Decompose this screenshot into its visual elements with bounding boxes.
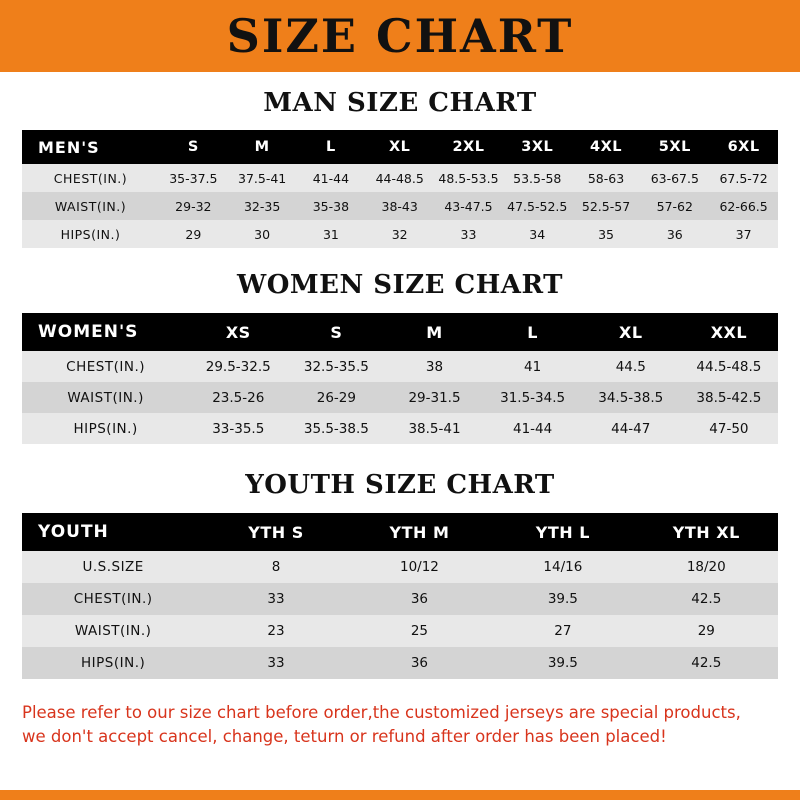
column-header: XL <box>365 130 434 164</box>
row-header: WAIST(IN.) <box>54 198 127 214</box>
table-cell: 44.5-48.5 <box>696 358 762 375</box>
table-cell: 29-32 <box>175 198 212 214</box>
table-row <box>22 382 778 413</box>
table-cell: 38.5-42.5 <box>696 389 762 406</box>
table-cell: 34 <box>529 226 546 242</box>
table-cell: 57-62 <box>656 198 693 214</box>
table-row <box>22 351 778 382</box>
table-cell: 35 <box>598 226 614 242</box>
table-cell: 36 <box>410 591 429 607</box>
column-header: YTH XL <box>635 513 778 551</box>
column-header: 4XL <box>572 130 641 164</box>
table-cell: 39.5 <box>547 591 578 607</box>
table-row <box>22 192 778 220</box>
table-cell: 14/16 <box>543 559 583 575</box>
column-header: S <box>159 130 228 164</box>
table-cell: 29 <box>697 623 715 639</box>
table-row <box>22 220 778 248</box>
table-cell: 25 <box>410 623 429 639</box>
column-header: M <box>385 313 483 351</box>
table-cell: 33 <box>267 591 285 607</box>
column-header: L <box>297 130 366 164</box>
column-header: XXL <box>680 313 778 351</box>
table-cell: 63-67.5 <box>650 170 699 186</box>
table-cell: 43-47.5 <box>444 198 493 214</box>
table-cell: 32 <box>391 226 408 242</box>
row-header: HIPS(IN.) <box>73 420 138 437</box>
table-cell: 38 <box>425 358 444 375</box>
row-header: WAIST(IN.) <box>67 389 144 406</box>
women-corner-header: WOMEN'S <box>22 313 189 351</box>
header-banner <box>0 0 800 72</box>
table-cell: 33-35.5 <box>212 420 265 437</box>
table-cell: 33 <box>460 226 477 242</box>
page-title: SIZE CHART <box>226 9 574 63</box>
youth-section <box>0 470 800 679</box>
table-cell: 38.5-41 <box>408 420 461 437</box>
footer-note <box>22 701 778 749</box>
table-cell: 38-43 <box>381 198 418 214</box>
table-cell: 37 <box>735 226 752 242</box>
row-header: CHEST(IN.) <box>73 591 153 607</box>
table-cell: 23.5-26 <box>212 389 265 406</box>
row-header: CHEST(IN.) <box>66 358 145 375</box>
table-cell: 53.5-58 <box>513 170 562 186</box>
table-cell: 29 <box>185 226 202 242</box>
column-header: L <box>484 313 582 351</box>
man-section-title: MAN SIZE CHART <box>263 88 537 118</box>
table-cell: 41-44 <box>312 170 350 186</box>
table-cell: 47-50 <box>709 420 749 437</box>
table-cell: 34.5-38.5 <box>598 389 664 406</box>
man-corner-header: MEN'S <box>22 130 159 164</box>
youth-section-title: YOUTH SIZE CHART <box>245 470 555 500</box>
table-row <box>22 164 778 192</box>
table-header-row <box>22 513 778 551</box>
table-cell: 31 <box>322 226 339 242</box>
table-cell: 10/12 <box>399 559 439 575</box>
table-row <box>22 583 778 615</box>
table-cell: 48.5-53.5 <box>438 170 499 186</box>
women-table-body <box>22 351 778 444</box>
table-cell: 32-35 <box>243 198 281 214</box>
table-cell: 67.5-72 <box>719 170 768 186</box>
table-row <box>22 615 778 647</box>
table-cell: 37.5-41 <box>238 170 287 186</box>
table-cell: 35-38 <box>312 198 350 214</box>
footer-bar <box>0 790 800 800</box>
table-cell: 32.5-35.5 <box>303 358 369 375</box>
table-cell: 27 <box>554 623 572 639</box>
women-table-head <box>22 313 778 351</box>
youth-corner-header: YOUTH <box>22 513 204 551</box>
table-cell: 36 <box>666 226 683 242</box>
table-cell: 42.5 <box>691 655 722 671</box>
table-cell: 52.5-57 <box>581 198 631 214</box>
women-size-table <box>22 313 778 444</box>
row-header: HIPS(IN.) <box>60 226 121 242</box>
table-cell: 44-47 <box>611 420 651 437</box>
table-cell: 18/20 <box>686 559 726 575</box>
table-cell: 62-66.5 <box>719 198 768 214</box>
row-header: CHEST(IN.) <box>53 170 128 186</box>
man-section <box>0 88 800 248</box>
table-cell: 44-48.5 <box>375 170 424 186</box>
table-cell: 26-29 <box>316 389 356 406</box>
table-cell: 31.5-34.5 <box>500 389 566 406</box>
table-cell: 41-44 <box>513 420 553 437</box>
man-table-head <box>22 130 778 164</box>
youth-table-body <box>22 551 778 679</box>
women-section-title: WOMEN SIZE CHART <box>237 270 563 300</box>
table-cell: 42.5 <box>691 591 722 607</box>
column-header: 5XL <box>640 130 709 164</box>
column-header: XS <box>189 313 287 351</box>
column-header: 2XL <box>434 130 503 164</box>
footer-note-line-2: we don't accept cancel, change, teturn or refund after order has been placed! <box>22 726 667 746</box>
youth-table-head <box>22 513 778 551</box>
table-cell: 39.5 <box>547 655 578 671</box>
table-cell: 44.5 <box>615 358 646 375</box>
column-header: YTH L <box>491 513 634 551</box>
table-cell: 36 <box>410 655 429 671</box>
man-size-table <box>22 130 778 248</box>
table-row <box>22 647 778 679</box>
table-header-row <box>22 130 778 164</box>
column-header: 6XL <box>709 130 778 164</box>
row-header: HIPS(IN.) <box>81 655 146 671</box>
column-header: YTH M <box>348 513 491 551</box>
table-cell: 41 <box>524 358 542 375</box>
table-row <box>22 413 778 444</box>
footer-note-line-1: Please refer to our size chart before order,the customized jerseys are special products, <box>22 703 741 722</box>
table-header-row <box>22 313 778 351</box>
table-cell: 58-63 <box>587 170 625 186</box>
table-cell: 33 <box>267 655 285 671</box>
table-row <box>22 551 778 583</box>
table-cell: 35.5-38.5 <box>303 420 369 437</box>
column-header: M <box>228 130 297 164</box>
man-table-body <box>22 164 778 248</box>
table-cell: 35-37.5 <box>169 170 218 186</box>
table-cell: 47.5-52.5 <box>507 198 568 214</box>
table-cell: 29-31.5 <box>408 389 461 406</box>
row-header: WAIST(IN.) <box>74 623 152 639</box>
table-cell: 8 <box>271 559 281 575</box>
table-cell: 23 <box>267 623 285 639</box>
column-header: XL <box>582 313 680 351</box>
youth-size-table <box>22 513 778 679</box>
table-cell: 29.5-32.5 <box>205 358 271 375</box>
row-header: U.S.SIZE <box>82 559 144 575</box>
column-header: YTH S <box>204 513 347 551</box>
table-cell: 30 <box>254 226 271 242</box>
column-header: S <box>287 313 385 351</box>
column-header: 3XL <box>503 130 572 164</box>
women-section <box>0 270 800 444</box>
